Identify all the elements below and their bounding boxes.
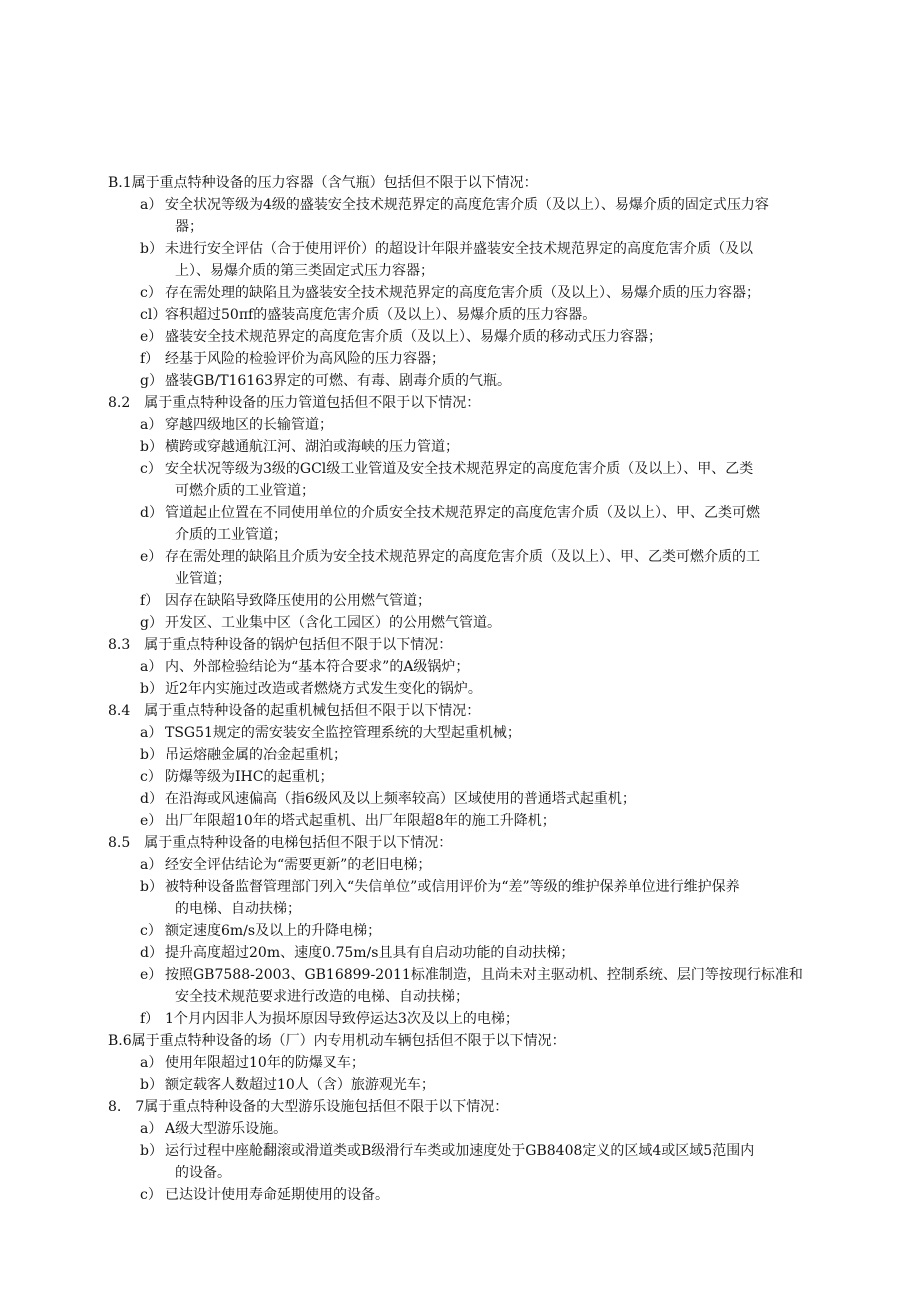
item-text: 存在需处理的缺陷且为盛装安全技术规范界定的高度危害介质（及以上）、易爆介质的压力容器； — [165, 285, 760, 301]
list-item — [0, 304, 920, 326]
item-text: 1个月内因非人为损坏原因导致停运达3次及以上的电梯； — [165, 1011, 519, 1027]
item-label: a） — [140, 857, 163, 873]
list-item — [0, 458, 920, 480]
item-text: 安全状况等级为3级的GCl级工业管道及安全技术规范界定的高度危害介质（及以上）、甲、乙类 — [165, 461, 754, 477]
list-item — [0, 722, 920, 744]
item-text: 防爆等级为IHC的起重机； — [165, 769, 334, 785]
document-page — [0, 172, 920, 1206]
clause-heading: 8. 7属于重点特种设备的大型游乐设施包括但不限于以下情况： — [108, 1099, 509, 1115]
list-item — [0, 678, 920, 700]
item-text: 经基于风险的检验评价为高风险的压力容器； — [165, 351, 445, 367]
item-text-continuation: 的设备。 — [175, 1165, 231, 1181]
list-item — [0, 876, 920, 898]
item-label: e） — [140, 549, 163, 565]
item-label: e） — [140, 329, 163, 345]
item-text: 安全状况等级为4级的盛装安全技术规范界定的高度危害介质（及以上）、易爆介质的固定式压力容 — [165, 197, 769, 213]
item-text-continuation: 业管道； — [175, 571, 231, 587]
item-label: cl） — [140, 307, 167, 323]
item-text: 未进行安全评估（合于使用评价）的超设计年限并盛装安全技术规范界定的高度危害介质（及以 — [165, 241, 753, 257]
item-text: 近2年内实施过改造或者燃烧方式发生变化的锅炉。 — [165, 681, 482, 697]
item-text-continuation: 器； — [175, 219, 203, 235]
list-item — [0, 1140, 920, 1162]
item-label: a） — [140, 659, 163, 675]
item-label: b） — [140, 1143, 163, 1159]
clause-heading: B.6属于重点特种设备的场（厂）内专用机动车辆包括但不限于以下情况： — [108, 1033, 566, 1049]
item-text: A级大型游乐设施。 — [165, 1121, 288, 1137]
item-text: 运行过程中座舱翻滚或滑道类或B级滑行车类或加速度处于GB8408定义的区域4或区域5范围内 — [165, 1143, 755, 1159]
item-label: b） — [140, 439, 163, 455]
item-label: b） — [140, 241, 163, 257]
clause-heading: 8.4 属于重点特种设备的起重机械包括但不限于以下情况： — [108, 703, 481, 719]
item-text: TSG51规定的需安装安全监控管理系统的大型起重机械； — [165, 725, 521, 741]
list-item — [0, 1074, 920, 1096]
item-label: d） — [140, 945, 163, 961]
clause-heading: B.1属于重点特种设备的压力容器（含气瓶）包括但不限于以下情况： — [108, 175, 538, 191]
clause-section — [0, 1096, 920, 1206]
list-item — [0, 656, 920, 678]
item-label: e） — [140, 813, 163, 829]
list-item — [0, 744, 920, 766]
item-text: 在沿海或风速偏高（指6级风及以上频率较高）区域使用的普通塔式起重机； — [165, 791, 636, 807]
list-item — [0, 370, 920, 392]
item-text: 吊运熔融金属的冶金起重机； — [165, 747, 347, 763]
list-item — [0, 194, 920, 216]
item-label: c） — [140, 461, 162, 477]
item-label: d） — [140, 791, 163, 807]
list-item — [0, 282, 920, 304]
item-label: c） — [140, 769, 162, 785]
item-label: c） — [140, 285, 162, 301]
list-item — [0, 810, 920, 832]
list-item — [0, 766, 920, 788]
list-item — [0, 1184, 920, 1206]
item-text: 使用年限超过10年的防爆叉车； — [165, 1055, 365, 1071]
item-text: 管道起止位置在不同使用单位的介质安全技术规范界定的高度危害介质（及以上）、甲、乙类可燃 — [165, 505, 760, 521]
item-label: f） — [140, 1011, 160, 1027]
list-item — [0, 590, 920, 612]
item-label: d） — [140, 505, 163, 521]
item-label: b） — [140, 879, 163, 895]
list-item — [0, 502, 920, 524]
list-item — [0, 612, 920, 634]
clause-section — [0, 832, 920, 1030]
item-text: 盛装安全技术规范界定的高度危害介质（及以上）、易爆介质的移动式压力容器； — [165, 329, 662, 345]
clause-section — [0, 1030, 920, 1096]
item-text-continuation: 介质的工业管道； — [175, 527, 287, 543]
clause-section — [0, 172, 920, 392]
item-text: 出厂年限超10年的塔式起重机、出厂年限超8年的施工升降机； — [165, 813, 556, 829]
item-text: 横跨或穿越通航江河、湖泊或海峡的压力管道； — [165, 439, 459, 455]
item-label: a） — [140, 417, 163, 433]
item-text: 已达设计使用寿命延期使用的设备。 — [165, 1187, 389, 1203]
list-item — [0, 788, 920, 810]
list-item — [0, 436, 920, 458]
list-item — [0, 964, 920, 986]
item-text: 经安全评估结论为“需要更新”的老旧电梯； — [165, 857, 432, 873]
item-label: c） — [140, 1187, 162, 1203]
item-text: 因存在缺陷导致降压使用的公用燃气管道； — [165, 593, 431, 609]
item-text: 穿越四级地区的长输管道； — [165, 417, 333, 433]
item-text: 开发区、工业集中区（含化工园区）的公用燃气管道。 — [165, 615, 501, 631]
item-text: 容积超过50πf的盛装高度危害介质（及以上）、易爆介质的压力容器。 — [165, 307, 597, 323]
list-item — [0, 1008, 920, 1030]
item-text: 盛装GB/T16163界定的可燃、有毒、剧毒介质的气瓶。 — [165, 373, 512, 389]
list-item — [0, 920, 920, 942]
item-label: e） — [140, 967, 163, 983]
list-item — [0, 546, 920, 568]
item-text: 存在需处理的缺陷且介质为安全技术规范界定的高度危害介质（及以上）、甲、乙类可燃介质的工 — [165, 549, 760, 565]
list-item — [0, 238, 920, 260]
item-text-continuation: 安全技术规范要求进行改造的电梯、自动扶梯； — [175, 989, 469, 1005]
clause-heading: 8.2 属于重点特种设备的压力管道包括但不限于以下情况： — [108, 395, 481, 411]
list-item — [0, 326, 920, 348]
item-text-continuation: 上）、易爆介质的第三类固定式压力容器； — [175, 263, 434, 279]
list-item — [0, 942, 920, 964]
item-label: a） — [140, 1121, 163, 1137]
item-label: b） — [140, 681, 163, 697]
clause-heading: 8.5 属于重点特种设备的电梯包括但不限于以下情况： — [108, 835, 453, 851]
item-label: a） — [140, 197, 163, 213]
item-label: a） — [140, 1055, 163, 1071]
item-text: 提升高度超过20m、速度0.75m∕s且具有自启动功能的自动扶梯； — [165, 945, 575, 961]
list-item — [0, 1118, 920, 1140]
item-text-continuation: 的电梯、自动扶梯； — [175, 901, 301, 917]
item-text: 额定载客人数超过10人（含）旅游观光车； — [165, 1077, 435, 1093]
item-text: 内、外部检验结论为“基本符合要求”的A级锅炉； — [165, 659, 470, 675]
clause-heading: 8.3 属于重点特种设备的锅炉包括但不限于以下情况： — [108, 637, 453, 653]
list-item — [0, 348, 920, 370]
list-item — [0, 1052, 920, 1074]
item-text-continuation: 可燃介质的工业管道； — [175, 483, 315, 499]
item-label: f） — [140, 593, 160, 609]
clause-section — [0, 392, 920, 634]
item-text: 按照GB7588-2003、GB16899-2011标准制造，且尚未对主驱动机、控制系统、层门等按现行标准和 — [165, 967, 803, 983]
list-item — [0, 854, 920, 876]
item-label: g） — [140, 373, 163, 389]
item-text: 额定速度6m∕s及以上的升降电梯； — [165, 923, 382, 939]
item-label: a） — [140, 725, 163, 741]
item-label: g） — [140, 615, 163, 631]
item-label: b） — [140, 1077, 163, 1093]
item-text: 被特种设备监督管理部门列入“失信单位”或信用评价为“差”等级的维护保养单位进行维护保养 — [165, 879, 740, 895]
item-label: f） — [140, 351, 160, 367]
item-label: b） — [140, 747, 163, 763]
list-item — [0, 414, 920, 436]
clause-section — [0, 634, 920, 700]
clause-section — [0, 700, 920, 832]
item-label: c） — [140, 923, 162, 939]
